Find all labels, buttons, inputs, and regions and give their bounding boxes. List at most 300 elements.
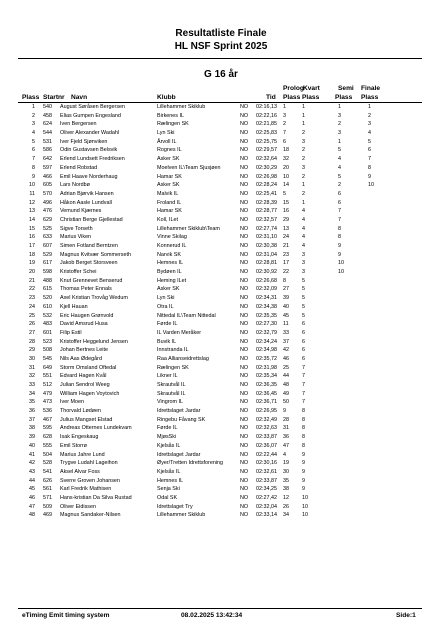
cell-navn: Julian Sendrol Weeg	[60, 382, 110, 388]
cell-kvart-plass: 9	[302, 460, 305, 467]
cell-klubb: Skrautvål IL	[157, 390, 186, 397]
cell-plass: 39	[29, 434, 35, 441]
cell-semi-plass: 6	[338, 190, 341, 197]
cell-navn: Aksel Alvar Foss	[60, 468, 100, 475]
cell-prolog-plass: 34	[283, 512, 289, 519]
cell-navn: Edvard Hagen Kvål	[60, 373, 107, 380]
cell-nat: NO	[240, 269, 249, 276]
cell-kvart-plass: 10	[302, 512, 308, 519]
cell-kvart-plass: 9	[302, 486, 305, 493]
cell-kvart-plass: 6	[302, 347, 305, 354]
cell-klubb: Lillehammer Skiklub	[157, 104, 206, 110]
cell-klubb: Vingrom IL	[157, 399, 183, 406]
cell-kvart-plass: 1	[302, 104, 305, 110]
cell-nat: NO	[240, 286, 249, 293]
cell-startnr: 473	[43, 399, 52, 406]
table-row	[0, 294, 442, 303]
cell-kvart-plass: 1	[302, 112, 305, 119]
cell-navn: Thomas Peter Ennals	[60, 286, 112, 293]
cell-kvart-plass: 5	[302, 312, 305, 319]
cell-nat: NO	[240, 494, 249, 501]
cell-startnr: 615	[43, 286, 52, 293]
table-row	[0, 242, 442, 251]
cell-finale-plass: 5	[368, 138, 371, 145]
cell-tid: 02:32,64	[256, 156, 277, 163]
table-row	[0, 199, 442, 208]
cell-navn: Oliver Eidissen	[60, 503, 96, 510]
cell-tid: 02:22,16	[256, 112, 277, 119]
table-row	[0, 320, 442, 329]
cell-nat: NO	[240, 416, 249, 423]
table-row	[0, 468, 442, 477]
cell-kvart-plass: 8	[302, 408, 305, 415]
cell-semi-plass: 3	[338, 112, 341, 119]
cell-kvart-plass: 9	[302, 451, 305, 458]
cell-navn: Karl Fredrik Mathisen	[60, 486, 112, 493]
cell-nat: NO	[240, 147, 249, 154]
cell-kvart-plass: 9	[302, 477, 305, 484]
cell-nat: NO	[240, 442, 249, 449]
cell-klubb: Idrettslaget Try	[157, 503, 193, 510]
cell-tid: 02:29,57	[256, 147, 277, 154]
divider-top	[18, 58, 422, 59]
table-row	[0, 424, 442, 433]
cell-startnr: 532	[43, 312, 52, 319]
cell-plass: 24	[29, 303, 35, 310]
class-title: G 16 år	[204, 69, 238, 80]
cell-kvart-plass: 4	[302, 216, 305, 223]
table-row	[0, 416, 442, 425]
table-row	[0, 372, 442, 381]
table-row	[0, 338, 442, 347]
cell-klubb: Kjelsås IL	[157, 468, 181, 475]
cell-navn: Simen Fotland Berntzen	[60, 243, 118, 249]
cell-plass: 4	[32, 130, 35, 137]
cell-prolog-plass: 4	[283, 451, 286, 458]
cell-tid: 02:36,71	[256, 399, 277, 406]
cell-kvart-plass: 4	[302, 234, 305, 241]
cell-semi-plass: 8	[338, 234, 341, 241]
cell-klubb: Nittedal IL\Team Nittedal	[157, 312, 216, 319]
cell-prolog-plass: 35	[283, 477, 289, 484]
cell-nat: NO	[240, 164, 249, 171]
cell-plass: 10	[29, 182, 35, 189]
cell-nat: NO	[240, 382, 249, 388]
header-finale: Finale	[361, 85, 381, 92]
cell-klubb: Malvik IL	[157, 190, 179, 197]
cell-kvart-plass: 8	[302, 416, 305, 423]
table-row	[0, 138, 442, 147]
cell-navn: Marius Viken	[60, 234, 92, 241]
cell-nat: NO	[240, 425, 249, 432]
cell-startnr: 512	[43, 382, 52, 388]
footer-system: eTiming Emit timing system	[22, 612, 110, 619]
header-navn: Navn	[71, 94, 88, 101]
table-row	[0, 381, 442, 390]
cell-startnr: 605	[43, 182, 52, 189]
cell-navn: Johan Bertnes Leite	[60, 347, 108, 354]
header-tid: Tid	[266, 94, 276, 101]
cell-startnr: 610	[43, 303, 52, 310]
table-row	[0, 277, 442, 286]
cell-startnr: 570	[43, 190, 52, 197]
cell-prolog-plass: 6	[283, 138, 286, 145]
cell-nat: NO	[240, 338, 249, 345]
cell-nat: NO	[240, 182, 249, 189]
cell-navn: Erlend Robstad	[60, 164, 98, 171]
cell-semi-plass: 7	[338, 216, 341, 223]
cell-kvart-plass: 10	[302, 494, 308, 501]
cell-navn: Adrian Bjørvik Hansen	[60, 190, 114, 197]
cell-klubb: Rognes IL	[157, 147, 182, 154]
cell-startnr: 541	[43, 468, 52, 475]
cell-tid: 02:26,98	[256, 173, 277, 180]
cell-navn: Storm Omsland Oftedal	[60, 364, 117, 371]
cell-plass: 32	[29, 373, 35, 380]
cell-navn: Kjell Hauan	[60, 303, 88, 310]
table-row	[0, 485, 442, 494]
cell-klubb: Bydøen IL	[157, 269, 182, 276]
cell-prolog-plass: 20	[283, 164, 289, 171]
cell-nat: NO	[240, 329, 249, 336]
cell-prolog-plass: 24	[283, 234, 289, 241]
cell-startnr: 458	[43, 112, 52, 119]
cell-klubb: Lyn Ski	[157, 295, 175, 302]
cell-tid: 02:30,92	[256, 269, 277, 276]
cell-nat: NO	[240, 260, 249, 267]
cell-nat: NO	[240, 234, 249, 241]
cell-plass: 35	[29, 399, 35, 406]
header-prolog-plass: Plass	[283, 94, 301, 101]
cell-klubb: Asker SK	[157, 182, 180, 189]
cell-klubb: Froland IL	[157, 199, 182, 206]
header-semi: Semi	[338, 85, 354, 92]
cell-plass: 26	[29, 321, 35, 328]
cell-klubb: Førde IL	[157, 425, 178, 432]
header-kvart-plass: Plass	[302, 94, 320, 101]
cell-tid: 02:25,83	[256, 130, 277, 137]
cell-finale-plass: 2	[368, 112, 371, 119]
cell-semi-plass: 2	[338, 182, 341, 189]
table-row	[0, 442, 442, 451]
cell-prolog-plass: 38	[283, 486, 289, 493]
cell-startnr: 607	[43, 243, 52, 249]
cell-startnr: 523	[43, 338, 52, 345]
cell-tid: 02:27,42	[256, 494, 277, 501]
cell-prolog-plass: 27	[283, 286, 289, 293]
cell-plass: 30	[29, 355, 35, 362]
cell-klubb: MjøsSki	[157, 434, 177, 441]
cell-navn: William Hagen Voytovich	[60, 390, 120, 397]
cell-plass: 27	[29, 329, 35, 336]
cell-klubb: Hamar SK	[157, 173, 182, 180]
cell-plass: 34	[29, 390, 35, 397]
cell-prolog-plass: 32	[283, 156, 289, 163]
cell-startnr: 561	[43, 486, 52, 493]
cell-plass: 47	[29, 503, 35, 510]
cell-plass: 8	[32, 164, 35, 171]
cell-tid: 02:31,98	[256, 364, 277, 371]
cell-prolog-plass: 2	[283, 121, 286, 128]
cell-navn: Kristoffer Heggelund Jensen	[60, 338, 128, 345]
cell-kvart-plass: 9	[302, 468, 305, 475]
cell-semi-plass: 7	[338, 208, 341, 215]
cell-nat: NO	[240, 251, 249, 258]
cell-nat: NO	[240, 243, 249, 249]
cell-kvart-plass: 6	[302, 338, 305, 345]
cell-plass: 18	[29, 251, 35, 258]
cell-plass: 44	[29, 477, 35, 484]
cell-semi-plass: 8	[338, 225, 341, 232]
cell-navn: Sigve Torseth	[60, 225, 93, 232]
cell-prolog-plass: 42	[283, 347, 289, 354]
cell-kvart-plass: 6	[302, 321, 305, 328]
cell-startnr: 617	[43, 260, 52, 267]
cell-semi-plass: 4	[338, 164, 341, 171]
cell-prolog-plass: 33	[283, 329, 289, 336]
cell-nat: NO	[240, 434, 249, 441]
cell-kvart-plass: 1	[302, 182, 305, 189]
cell-navn: Kristoffer Schei	[60, 269, 97, 276]
cell-tid: 02:30,38	[256, 243, 277, 249]
cell-nat: NO	[240, 225, 249, 232]
cell-startnr: 540	[43, 104, 52, 110]
table-row	[0, 120, 442, 129]
header-startnr: Startnr	[43, 94, 65, 101]
cell-finale-plass: 7	[368, 156, 371, 163]
header-klubb: Klubb	[157, 94, 176, 101]
cell-tid: 02:36,35	[256, 382, 277, 388]
cell-plass: 11	[29, 190, 35, 197]
cell-navn: Iver Moen	[60, 399, 84, 406]
cell-kvart-plass: 8	[302, 442, 305, 449]
cell-navn: Vemund Kjærnes	[60, 208, 102, 215]
cell-semi-plass: 1	[338, 104, 341, 110]
cell-kvart-plass: 4	[302, 225, 305, 232]
cell-prolog-plass: 5	[283, 190, 286, 197]
document-title: Resultatliste Finale	[175, 28, 267, 39]
cell-prolog-plass: 46	[283, 355, 289, 362]
cell-semi-plass: 5	[338, 173, 341, 180]
cell-tid: 02:36,45	[256, 390, 277, 397]
cell-nat: NO	[240, 156, 249, 163]
table-row	[0, 181, 442, 190]
cell-prolog-plass: 17	[283, 260, 289, 267]
table-row	[0, 155, 442, 164]
cell-prolog-plass: 50	[283, 399, 289, 406]
table-row	[0, 285, 442, 294]
cell-prolog-plass: 1	[283, 104, 286, 110]
cell-tid: 02:28,77	[256, 208, 277, 215]
cell-startnr: 488	[43, 277, 52, 284]
cell-finale-plass: 8	[368, 164, 371, 171]
cell-plass: 25	[29, 312, 35, 319]
cell-prolog-plass: 13	[283, 225, 289, 232]
cell-tid: 02:25,75	[256, 138, 277, 145]
cell-kvart-plass: 6	[302, 355, 305, 362]
table-row	[0, 225, 442, 234]
cell-kvart-plass: 10	[302, 503, 308, 510]
cell-navn: Filip Estil	[60, 329, 82, 336]
cell-prolog-plass: 49	[283, 390, 289, 397]
cell-nat: NO	[240, 312, 249, 319]
cell-nat: NO	[240, 277, 249, 284]
cell-klubb: Likner IL	[157, 373, 178, 380]
table-row	[0, 112, 442, 121]
cell-prolog-plass: 28	[283, 416, 289, 423]
cell-plass: 7	[32, 156, 35, 163]
cell-nat: NO	[240, 451, 249, 458]
cell-plass: 23	[29, 295, 35, 302]
cell-finale-plass: 9	[368, 173, 371, 180]
cell-tid: 02:35,72	[256, 355, 277, 362]
table-row	[0, 511, 442, 520]
cell-nat: NO	[240, 121, 249, 128]
cell-nat: NO	[240, 399, 249, 406]
cell-navn: Magnus Kvitvær Sommerseth	[60, 251, 131, 258]
cell-klubb: Birkenes IL	[157, 112, 184, 119]
cell-prolog-plass: 12	[283, 494, 289, 501]
cell-kvart-plass: 7	[302, 382, 305, 388]
cell-tid: 02:30,16	[256, 460, 277, 467]
cell-nat: NO	[240, 295, 249, 302]
cell-navn: Magnus Sandaker-Nilsen	[60, 512, 121, 519]
cell-tid: 02:35,34	[256, 373, 277, 380]
cell-startnr: 529	[43, 251, 52, 258]
cell-nat: NO	[240, 503, 249, 510]
cell-nat: NO	[240, 104, 249, 110]
cell-prolog-plass: 36	[283, 434, 289, 441]
cell-nat: NO	[240, 321, 249, 328]
cell-plass: 5	[32, 138, 35, 145]
cell-klubb: Lillehammer Skiklub\Team	[157, 225, 220, 232]
cell-startnr: 555	[43, 442, 52, 449]
cell-navn: Jakob Berget Storsveen	[60, 260, 118, 267]
cell-kvart-plass: 3	[302, 269, 305, 276]
cell-prolog-plass: 45	[283, 312, 289, 319]
cell-kvart-plass: 3	[302, 260, 305, 267]
cell-tid: 02:31,04	[256, 251, 277, 258]
cell-prolog-plass: 26	[283, 503, 289, 510]
table-row	[0, 129, 442, 138]
cell-prolog-plass: 16	[283, 208, 289, 215]
cell-navn: Eric Haugen Grønvold	[60, 312, 114, 319]
cell-plass: 31	[29, 364, 35, 371]
cell-kvart-plass: 2	[302, 147, 305, 154]
cell-kvart-plass: 2	[302, 190, 305, 197]
cell-finale-plass: 4	[368, 130, 371, 137]
cell-semi-plass: 1	[338, 138, 341, 145]
cell-semi-plass: 2	[338, 121, 341, 128]
cell-kvart-plass: 7	[302, 399, 305, 406]
cell-prolog-plass: 15	[283, 199, 289, 206]
cell-klubb: IL Varden Meråker	[157, 329, 202, 336]
cell-tid: 02:26,68	[256, 277, 277, 284]
cell-klubb: Asker SK	[157, 286, 180, 293]
cell-nat: NO	[240, 190, 249, 197]
header-kvart: Kvart	[303, 85, 320, 92]
cell-tid: 02:32,57	[256, 216, 277, 223]
cell-plass: 22	[29, 286, 35, 293]
cell-prolog-plass: 29	[283, 216, 289, 223]
cell-navn: Elias Gumpen Engesland	[60, 112, 121, 119]
table-row	[0, 312, 442, 321]
table-row	[0, 346, 442, 355]
cell-startnr: 598	[43, 269, 52, 276]
cell-semi-plass: 10	[338, 269, 344, 276]
cell-plass: 43	[29, 468, 35, 475]
cell-finale-plass: 1	[368, 104, 371, 110]
cell-klubb: Narvik SK	[157, 251, 181, 258]
table-row	[0, 103, 442, 112]
cell-klubb: Innstranda IL	[157, 347, 189, 354]
cell-kvart-plass: 8	[302, 425, 305, 432]
cell-navn: Odin Gustavsen Belsvik	[60, 147, 118, 154]
cell-navn: Isak Engeskaug	[60, 434, 99, 441]
cell-prolog-plass: 48	[283, 382, 289, 388]
cell-startnr: 509	[43, 503, 52, 510]
cell-tid: 02:28,81	[256, 260, 277, 267]
cell-nat: NO	[240, 390, 249, 397]
cell-navn: Lars Nordbø	[60, 182, 90, 189]
cell-startnr: 476	[43, 208, 52, 215]
cell-kvart-plass: 5	[302, 286, 305, 293]
cell-navn: Knut Grennevet Benserud	[60, 277, 123, 284]
cell-startnr: 626	[43, 477, 52, 484]
cell-prolog-plass: 23	[283, 251, 289, 258]
cell-startnr: 551	[43, 373, 52, 380]
cell-nat: NO	[240, 477, 249, 484]
cell-semi-plass: 5	[338, 147, 341, 154]
cell-prolog-plass: 44	[283, 373, 289, 380]
cell-plass: 28	[29, 338, 35, 345]
cell-nat: NO	[240, 216, 249, 223]
cell-startnr: 649	[43, 364, 52, 371]
cell-tid: 02:22,44	[256, 451, 277, 458]
cell-klubb: Rælingen SK	[157, 121, 189, 128]
cell-plass: 2	[32, 112, 35, 119]
cell-tid: 02:33,14	[256, 512, 277, 519]
table-row	[0, 329, 442, 338]
cell-klubb: Idrettslaget Jardar	[157, 408, 201, 415]
cell-semi-plass: 4	[338, 156, 341, 163]
cell-tid: 02:34,25	[256, 486, 277, 493]
table-row	[0, 503, 442, 512]
cell-klubb: Kjelsås IL	[157, 442, 181, 449]
cell-tid: 02:25,41	[256, 190, 277, 197]
cell-prolog-plass: 10	[283, 173, 289, 180]
cell-tid: 02:21,85	[256, 121, 277, 128]
cell-klubb: Raa Allianseidrettslag	[157, 355, 209, 362]
cell-prolog-plass: 18	[283, 147, 289, 154]
cell-nat: NO	[240, 130, 249, 137]
cell-navn: Iver Fjeld Sjønviken	[60, 138, 108, 145]
table-row	[0, 390, 442, 399]
table-row	[0, 190, 442, 199]
cell-startnr: 466	[43, 173, 52, 180]
table-row	[0, 494, 442, 503]
cell-klubb: Hamar SK	[157, 208, 182, 215]
cell-kvart-plass: 7	[302, 364, 305, 371]
table-row	[0, 451, 442, 460]
cell-tid: 02:27,30	[256, 321, 277, 328]
cell-tid: 02:32,79	[256, 329, 277, 336]
cell-plass: 36	[29, 408, 35, 415]
cell-startnr: 628	[43, 434, 52, 441]
cell-kvart-plass: 3	[302, 164, 305, 171]
table-row	[0, 146, 442, 155]
cell-nat: NO	[240, 373, 249, 380]
